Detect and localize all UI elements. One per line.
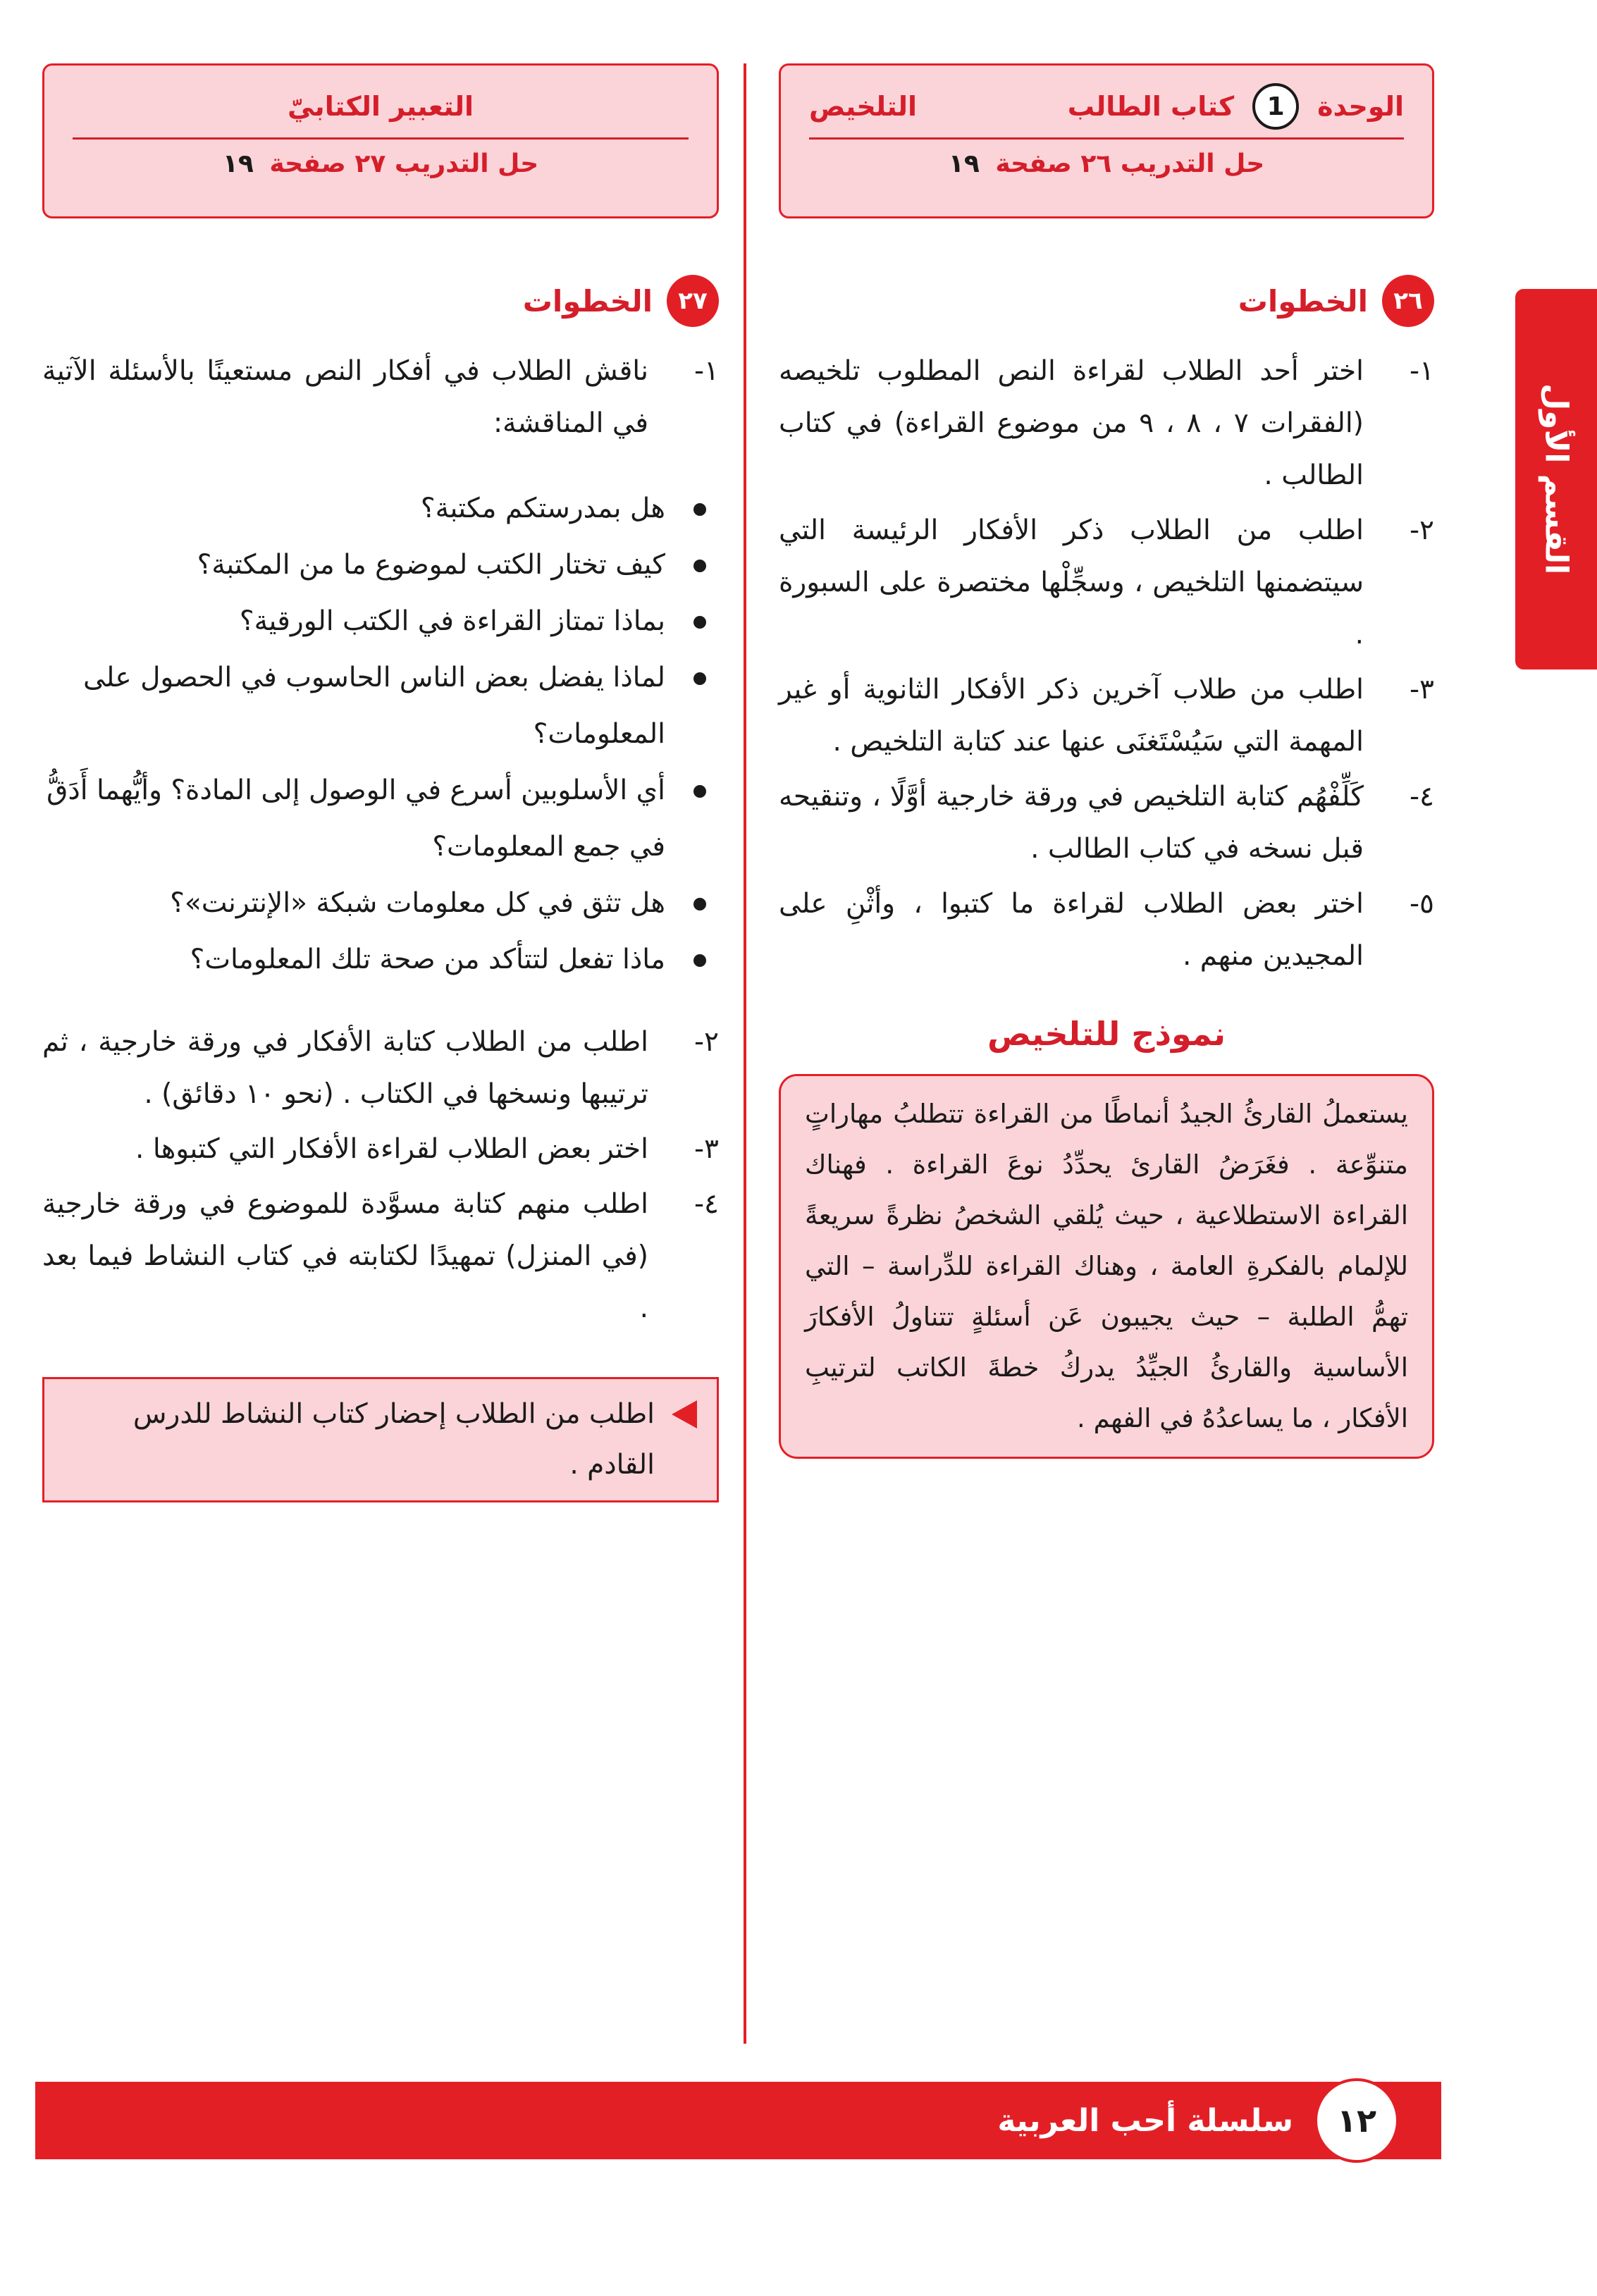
discussion-questions [42, 481, 719, 988]
list-item: ٥- اختر بعض الطلاب لقراءة ما كتبوا ، وأثْنِ على المجيدين منهم . [779, 888, 1434, 972]
list-item: ٣- اطلب من طلاب آخرين ذكر الأفكار الثانوية أو غير المهمة التي سَيُسْتَغنَى عنها عند كتابة التلخيص . [779, 674, 1434, 758]
header-rule [809, 137, 1404, 140]
right-column [779, 63, 1434, 1459]
right-header-top [809, 87, 1404, 126]
list-item: أي الأسلوبين أسرع في الوصول إلى المادة؟ وأيُّهما أَدَقُّ في جمع المعلومات؟ [42, 763, 719, 875]
left-header-top [73, 87, 689, 126]
model-title: نموذج للتلخيص [987, 1015, 1226, 1053]
reminder-note [42, 1377, 719, 1502]
reminder-text: اطلب من الطلاب إحضار كتاب النشاط للدرس القادم . [132, 1398, 655, 1481]
topic-label: التلخيص [809, 91, 918, 122]
section-label: الخطوات [522, 283, 653, 319]
list-item: ٢- اطلب من الطلاب كتابة الأفكار في ورقة خارجية ، ثم ترتيبها ونسخها في الكتاب . (نحو ١٠ دقائق) . [42, 1026, 719, 1110]
list-item: بماذا تمتاز القراءة في الكتب الورقية؟ [42, 593, 719, 650]
bullet-icon [693, 616, 706, 629]
column-divider [744, 63, 746, 2044]
left-section-title [42, 275, 719, 327]
solution-page: ١٩ [222, 149, 254, 178]
page-number: ١٢ [1314, 2078, 1399, 2163]
left-steps-list [42, 1016, 719, 1335]
list-item: ٢- اطلب من الطلاب ذكر الأفكار الرئيسة التي سيتضمنها التلخيص ، وسجِّلْها مختصرة على السبورة . [779, 514, 1434, 650]
series-title: سلسلة أحب العربية [997, 2102, 1293, 2139]
model-summary-box: يستعملُ القارئُ الجيدُ أنماطًا من القراءة تتطلبُ مهاراتٍ متنوِّعة . فغَرَضُ القارئ يحدِّدُ نوعَ القراءة . فهناك القراءة الاستطلاعية ، حيث يُلقي الشخصُ نظرةً سريعةً للإلمام بالفكرةِ العامة ، وهناك القراءة للدِّراسة – التي تهمُّ الطلبة – حيث يجيبون عَن أسئلةٍ تتناولُ الأفكارَ الأساسية والقارئُ الجيِّدُ يدركُ خطةَ الكاتب لترتيبِ الأفكار ، ما يساعدُهُ في الفهم . [779, 1074, 1434, 1459]
list-item: لماذا يفضل بعض الناس الحاسوب في الحصول على المعلومات؟ [42, 650, 719, 763]
list-item: هل تثق في كل معلومات شبكة «الإنترنت»؟ [42, 875, 719, 932]
topic-label: التعبير الكتابيّ [287, 91, 474, 122]
section-label: الخطوات [1238, 283, 1368, 319]
right-section-title [779, 275, 1434, 327]
left-column [42, 63, 719, 1502]
bullet-icon [693, 503, 706, 516]
right-header-box [779, 63, 1434, 218]
right-solution-ref [809, 149, 1404, 178]
exercise-number-badge: ٢٧ [667, 275, 719, 327]
unit-number: 1 [1252, 83, 1299, 130]
list-item: ماذا تفعل لتتأكد من صحة تلك المعلومات؟ [42, 932, 719, 988]
book-label: كتاب الطالب [1067, 91, 1235, 122]
bullet-icon [693, 954, 706, 967]
right-steps-list [779, 345, 1434, 982]
solution-page: ١٩ [948, 149, 980, 178]
bullet-icon [693, 898, 706, 911]
list-item: ٣- اختر بعض الطلاب لقراءة الأفكار التي كتبوها . [135, 1133, 719, 1165]
header-rule [73, 137, 689, 140]
exercise-number-badge: ٢٦ [1382, 275, 1434, 327]
solution-text: حل التدريب ٢٧ صفحة [269, 149, 539, 178]
section-side-tab [1515, 289, 1597, 669]
left-solution-ref [73, 149, 689, 178]
unit-label: الوحدة [1317, 91, 1404, 122]
bullet-icon [693, 785, 706, 798]
list-item: ١- اختر أحد الطلاب لقراءة النص المطلوب تلخيصه (الفقرات ٧ ، ٨ ، ٩ من موضوع القراءة) في كتاب الطالب . [779, 355, 1434, 491]
left-header-box [42, 63, 719, 218]
bullet-icon [693, 672, 706, 685]
list-item: هل بمدرستكم مكتبة؟ [42, 481, 719, 537]
pointer-triangle-icon [672, 1400, 697, 1428]
solution-text: حل التدريب ٢٦ صفحة [995, 149, 1265, 178]
footer-bar [35, 2082, 1441, 2159]
bullet-icon [693, 560, 706, 572]
side-tab-label: القسم الأول [1538, 383, 1574, 575]
list-item: ٤- كَلِّفْهُم كتابة التلخيص في ورقة خارجية أوَّلًا ، وتنقيحه قبل نسخه في كتاب الطالب . [779, 781, 1434, 865]
list-item: ٤- اطلب منهم كتابة مسوَّدة للموضوع في ورقة خارجية (في المنزل) تمهيدًا لكتابته في كتاب النشاط فيما بعد . [42, 1188, 719, 1324]
list-item: ١- ناقش الطلاب في أفكار النص مستعينًا بالأسئلة الآتية في المناقشة: [42, 355, 719, 439]
list-item: كيف تختار الكتب لموضوع ما من المكتبة؟ [42, 537, 719, 593]
